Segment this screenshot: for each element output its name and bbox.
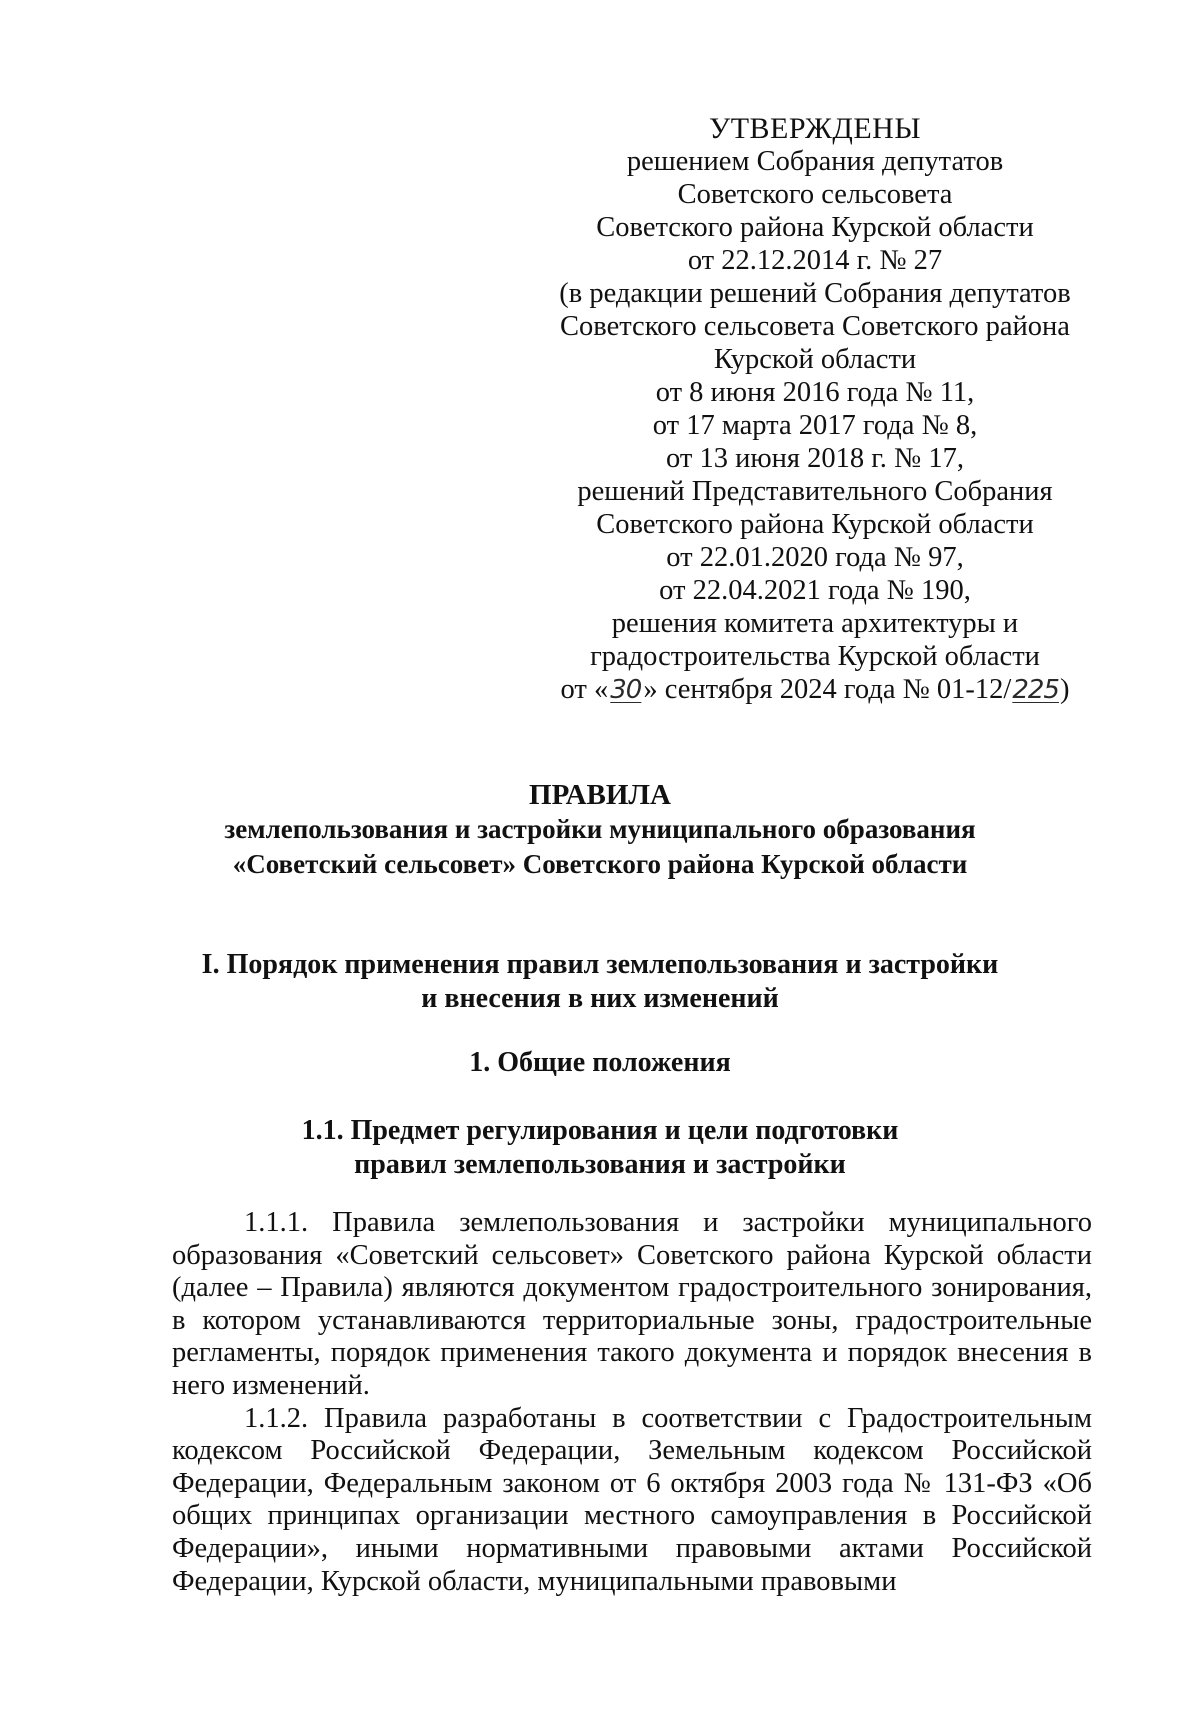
handwritten-number: 225 (1012, 675, 1059, 705)
title-sub-line-2: «Советский сельсовет» Советского района Курской области (232, 849, 968, 879)
approval-line: решений Представительного Собрания (577, 476, 1053, 507)
approval-line: от 17 марта 2017 года № 8, (652, 410, 978, 441)
approval-line: от 13 июня 2018 г. № 17, (666, 443, 964, 474)
approval-line: от 22.12.2014 г. № 27 (687, 245, 943, 276)
approval-line: решения комитета архитектуры и (611, 608, 1019, 639)
chapter-heading (120, 1046, 1080, 1080)
approval-line: решением Собрания депутатов (626, 146, 1004, 177)
approval-line: Советского района Курской области (596, 212, 1034, 243)
paragraph: 1.1.1. Правила землепользования и застройки муниципального образования «Советский сельсовет» Советского района Курской области (далее – Правила) являются документом градостроительного зонирования, в котором устанавливаются территориальные зоны, градостроительные регламенты, порядок применения такого документа и порядок внесения в него изменений. (172, 1207, 1092, 1401)
approval-last-middle: » сентября 2024 года № 01-12/ (643, 674, 1012, 705)
approval-line: Советского сельсовета Советского района (560, 311, 1070, 342)
document-subtitle (120, 812, 1080, 882)
subsection-heading-line-2: правил землепользования и застройки (354, 1149, 846, 1180)
approval-line: градостроительства Курской области (590, 641, 1040, 672)
approval-line: Советского сельсовета (677, 179, 953, 210)
document-title (120, 778, 1080, 812)
subsection-heading-line-1: 1.1. Предмет регулирования и цели подготовки (301, 1115, 899, 1146)
approval-line: (в редакции решений Собрания депутатов (559, 278, 1071, 309)
title-sub-line-1: землепользования и застройки муниципального образования (224, 814, 976, 844)
approval-line: Курской области (713, 344, 917, 375)
section-heading-line-1: I. Порядок применения правил землепользования и застройки (201, 949, 999, 980)
approval-last-prefix: от « (560, 674, 609, 705)
handwritten-day: 30 (610, 675, 642, 705)
approval-line: от 22.04.2021 года № 190, (659, 575, 971, 606)
approval-line: от 8 июня 2016 года № 11, (655, 377, 975, 408)
approval-last-suffix: ) (1059, 674, 1070, 705)
section-heading-line-2: и внесения в них изменений (421, 983, 779, 1014)
approval-block (540, 112, 1090, 707)
approval-heading: УТВЕРЖДЕНЫ (708, 112, 922, 145)
chapter-heading-text: 1. Общие положения (469, 1047, 731, 1078)
title-main: ПРАВИЛА (529, 779, 671, 811)
approval-line: от 22.01.2020 года № 97, (666, 542, 964, 573)
section-heading (120, 948, 1080, 1016)
subsection-heading (120, 1114, 1080, 1182)
body-text (172, 1207, 1092, 1598)
approval-line: Советского района Курской области (596, 509, 1034, 540)
paragraph: 1.1.2. Правила разработаны в соответствии с Градостроительным кодексом Российской Федерации, Земельным кодексом Российской Федерации, Федеральным законом от 6 октября 2003 года № 131-ФЗ «Об общих принципах организации местного самоуправления в Российской Федерации», иными нормативными правовыми актами Российской Федерации, Курской области, муниципальными правовыми (172, 1402, 1092, 1597)
approval-last-line (540, 673, 1090, 707)
